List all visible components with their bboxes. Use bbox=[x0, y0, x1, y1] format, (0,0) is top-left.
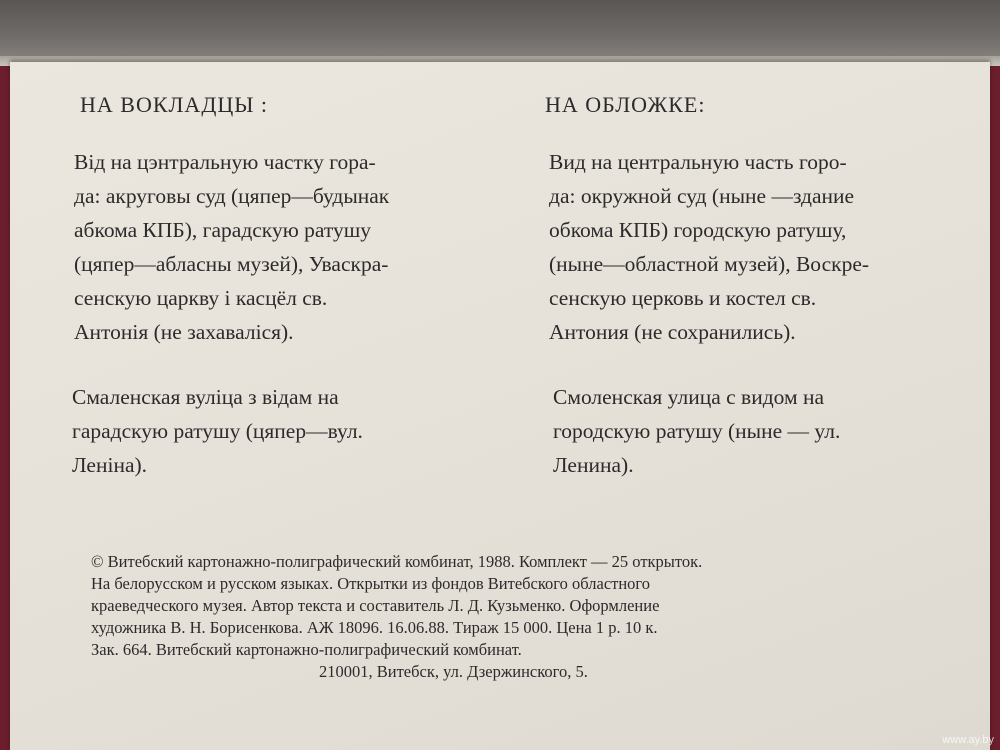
right-p2-line: городскую ратушу (ныне — ул. bbox=[553, 419, 841, 443]
colophon-line: На белорусском и русском языках. Открытки из фондов Витебского областного bbox=[91, 574, 651, 593]
left-p1-line: сенскую царкву і касцёл св. bbox=[74, 286, 328, 310]
left-p2-line: гарадскую ратушу (цяпер—вул. bbox=[72, 419, 363, 443]
right-p1-line: Вид на центральную часть горо- bbox=[549, 150, 847, 174]
right-paragraph-2 bbox=[553, 380, 840, 482]
colophon-line: художника В. Н. Борисенкова. АЖ 18096. 16.06.88. Тираж 15 000. Цена 1 р. 10 к. bbox=[91, 618, 658, 637]
left-paragraph-1 bbox=[74, 145, 389, 349]
colophon-line: Зак. 664. Витебский картонажно-полиграфический комбинат. bbox=[91, 640, 522, 659]
right-p1-line: (ныне—областной музей), Воскре- bbox=[549, 252, 870, 276]
colophon bbox=[91, 551, 702, 683]
left-p1-line: Антонія (не захаваліся). bbox=[74, 320, 294, 344]
colophon-address-line: 210001, Витебск, ул. Дзержинского, 5. bbox=[319, 662, 588, 681]
right-p1-line: да: окружной суд (ныне —здание bbox=[549, 184, 855, 208]
colophon-line: краеведческого музея. Автор текста и составитель Л. Д. Кузьменко. Оформление bbox=[91, 596, 660, 615]
left-p1-line: (цяпер—абласны музей), Уваскра- bbox=[74, 252, 389, 276]
right-p1-line: Антония (не сохранились). bbox=[549, 320, 796, 344]
left-p2-line: Смаленская вуліца з відам на bbox=[72, 385, 339, 409]
right-p1-line: сенскую церковь и костел св. bbox=[549, 286, 817, 310]
right-paragraph-1 bbox=[549, 145, 869, 349]
left-paragraph-2 bbox=[72, 380, 363, 482]
booklet-top-flap bbox=[0, 0, 1000, 64]
site-watermark: www.ay.by bbox=[942, 734, 994, 746]
right-heading: НА ОБЛОЖКЕ: bbox=[545, 92, 706, 117]
right-p2-line: Ленина). bbox=[553, 453, 634, 477]
postcard-insert-page bbox=[10, 62, 990, 750]
right-p2-line: Смоленская улица с видом на bbox=[553, 385, 825, 409]
left-heading: НА ВОКЛАДЦЫ : bbox=[80, 92, 269, 117]
left-p1-line: Від на цэнтральную частку гора- bbox=[74, 150, 376, 174]
left-p1-line: да: акруговы суд (цяпер—будынак bbox=[74, 184, 390, 208]
left-p2-line: Леніна). bbox=[72, 453, 148, 477]
colophon-line: © Витебский картонажно-полиграфический комбинат, 1988. Комплект — 25 открыток. bbox=[91, 552, 703, 571]
right-p1-line: обкома КПБ) городскую ратушу, bbox=[549, 218, 847, 242]
left-p1-line: абкома КПБ), гарадскую ратушу bbox=[74, 218, 372, 242]
